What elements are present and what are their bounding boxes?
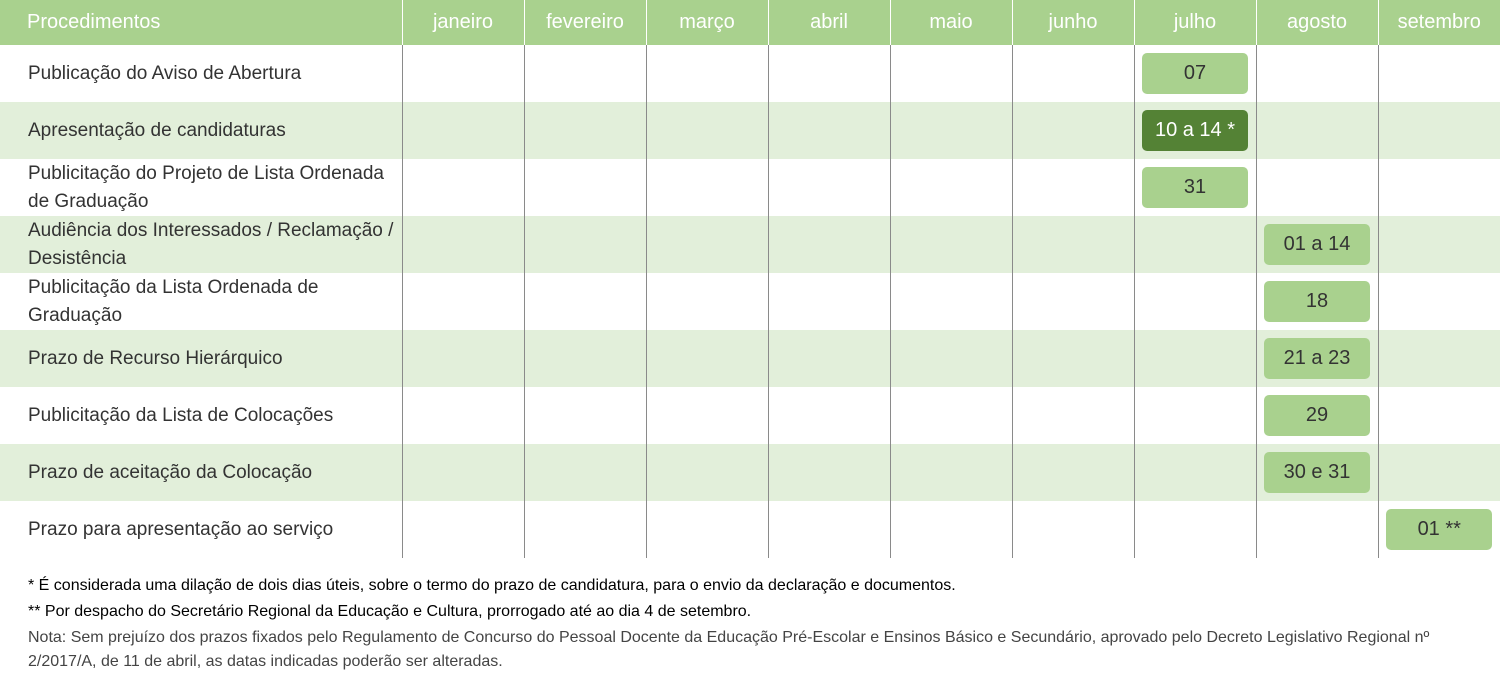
month-cell	[1378, 102, 1500, 159]
procedure-label: Audiência dos Interessados / Reclamação / Desistência	[0, 216, 402, 273]
month-cell	[402, 330, 524, 387]
month-cell	[1134, 216, 1256, 273]
table-row	[0, 330, 1500, 387]
month-cell	[1134, 444, 1256, 501]
month-cell	[768, 216, 890, 273]
month-cell	[524, 273, 646, 330]
table-body	[0, 45, 1500, 558]
header-month: janeiro	[402, 0, 524, 45]
table-row	[0, 387, 1500, 444]
month-cell	[646, 273, 768, 330]
month-cell	[890, 102, 1012, 159]
header-procedimentos: Procedimentos	[0, 0, 402, 45]
month-cell	[1378, 273, 1500, 330]
month-cell	[1012, 45, 1134, 102]
month-cell	[402, 216, 524, 273]
month-cell	[646, 159, 768, 216]
procedure-label: Publicitação da Lista de Colocações	[0, 387, 402, 444]
month-cell	[1134, 102, 1256, 159]
procedure-label: Prazo de aceitação da Colocação	[0, 444, 402, 501]
month-cell	[402, 387, 524, 444]
month-cell	[768, 330, 890, 387]
header-month: maio	[890, 0, 1012, 45]
month-cell	[402, 444, 524, 501]
month-cell	[646, 501, 768, 558]
month-cell	[1134, 273, 1256, 330]
month-cell	[1134, 387, 1256, 444]
month-cell	[646, 216, 768, 273]
month-cell	[1378, 330, 1500, 387]
month-cell	[890, 387, 1012, 444]
table-row	[0, 501, 1500, 558]
table-row	[0, 45, 1500, 102]
footnote-double-asterisk: ** Por despacho do Secretário Regional da Educação e Cultura, prorrogado até ao dia 4 de setembro.	[28, 603, 752, 620]
month-cell	[890, 273, 1012, 330]
month-cell	[402, 273, 524, 330]
table-row	[0, 159, 1500, 216]
month-cell	[1012, 273, 1134, 330]
date-badge: 10 a 14 *	[1142, 110, 1248, 151]
month-cell	[1134, 45, 1256, 102]
table-header-row	[0, 0, 1500, 45]
month-cell	[646, 444, 768, 501]
month-cell	[1012, 330, 1134, 387]
month-cell	[524, 444, 646, 501]
header-month: março	[646, 0, 768, 45]
date-badge: 07	[1142, 53, 1248, 94]
month-cell	[1378, 387, 1500, 444]
month-cell	[768, 444, 890, 501]
table-row	[0, 444, 1500, 501]
date-badge: 21 a 23	[1264, 338, 1370, 379]
month-cell	[646, 45, 768, 102]
month-cell	[1256, 159, 1378, 216]
month-cell	[768, 273, 890, 330]
header-month: agosto	[1256, 0, 1378, 45]
month-cell	[524, 102, 646, 159]
month-cell	[524, 501, 646, 558]
month-cell	[768, 102, 890, 159]
month-cell	[1134, 159, 1256, 216]
date-badge: 01 a 14	[1264, 224, 1370, 265]
month-cell	[890, 501, 1012, 558]
month-cell	[1256, 501, 1378, 558]
month-cell	[1012, 387, 1134, 444]
month-cell	[768, 159, 890, 216]
month-cell	[1256, 45, 1378, 102]
month-cell	[524, 387, 646, 444]
date-badge: 30 e 31	[1264, 452, 1370, 493]
month-cell	[768, 45, 890, 102]
month-cell	[1378, 444, 1500, 501]
procedure-label: Prazo para apresentação ao serviço	[0, 501, 402, 558]
month-cell	[646, 387, 768, 444]
table-row	[0, 216, 1500, 273]
month-cell	[1256, 444, 1378, 501]
month-cell	[1378, 216, 1500, 273]
month-cell	[890, 444, 1012, 501]
month-cell	[1378, 159, 1500, 216]
month-cell	[524, 45, 646, 102]
header-month: setembro	[1378, 0, 1500, 45]
header-month: fevereiro	[524, 0, 646, 45]
month-cell	[1012, 102, 1134, 159]
month-cell	[1378, 501, 1500, 558]
footnote-asterisk: * É considerada uma dilação de dois dias úteis, sobre o termo do prazo de candidatura, para o envio da declaração e documentos.	[28, 577, 956, 594]
month-cell	[768, 387, 890, 444]
table-row	[0, 273, 1500, 330]
month-cell	[646, 330, 768, 387]
month-cell	[890, 45, 1012, 102]
month-cell	[524, 216, 646, 273]
date-badge: 29	[1264, 395, 1370, 436]
month-cell	[646, 102, 768, 159]
month-cell	[402, 501, 524, 558]
month-cell	[1134, 501, 1256, 558]
header-month: junho	[1012, 0, 1134, 45]
month-cell	[1256, 216, 1378, 273]
header-month: julho	[1134, 0, 1256, 45]
month-cell	[1256, 273, 1378, 330]
month-cell	[890, 330, 1012, 387]
footnotes	[28, 574, 1468, 674]
procedure-label: Apresentação de candidaturas	[0, 102, 402, 159]
date-badge: 31	[1142, 167, 1248, 208]
table-row	[0, 102, 1500, 159]
month-cell	[402, 102, 524, 159]
month-cell	[524, 330, 646, 387]
month-cell	[768, 501, 890, 558]
date-badge: 18	[1264, 281, 1370, 322]
month-cell	[524, 159, 646, 216]
month-cell	[1012, 501, 1134, 558]
month-cell	[1012, 159, 1134, 216]
month-cell	[1256, 330, 1378, 387]
procedure-label: Prazo de Recurso Hierárquico	[0, 330, 402, 387]
month-cell	[1134, 330, 1256, 387]
month-cell	[1256, 387, 1378, 444]
month-cell	[890, 159, 1012, 216]
procedure-label: Publicitação da Lista Ordenada de Graduação	[0, 273, 402, 330]
month-cell	[402, 159, 524, 216]
month-cell	[1012, 444, 1134, 501]
header-month: abril	[768, 0, 890, 45]
month-cell	[402, 45, 524, 102]
month-cell	[1012, 216, 1134, 273]
month-cell	[1378, 45, 1500, 102]
month-cell	[890, 216, 1012, 273]
footnote-nota: Nota: Sem prejuízo dos prazos fixados pelo Regulamento de Concurso do Pessoal Docente da Educação Pré-Escolar e Ensinos Básico e Secundário, aprovado pelo Decreto Legislativo Regional nº 2/2017/A, de 11 de abril, as datas indicadas poderão ser alteradas.	[28, 629, 1430, 670]
procedure-label: Publicitação do Projeto de Lista Ordenada de Graduação	[0, 159, 402, 216]
procedure-label: Publicação do Aviso de Abertura	[0, 45, 402, 102]
date-badge: 01 **	[1386, 509, 1492, 550]
month-cell	[1256, 102, 1378, 159]
